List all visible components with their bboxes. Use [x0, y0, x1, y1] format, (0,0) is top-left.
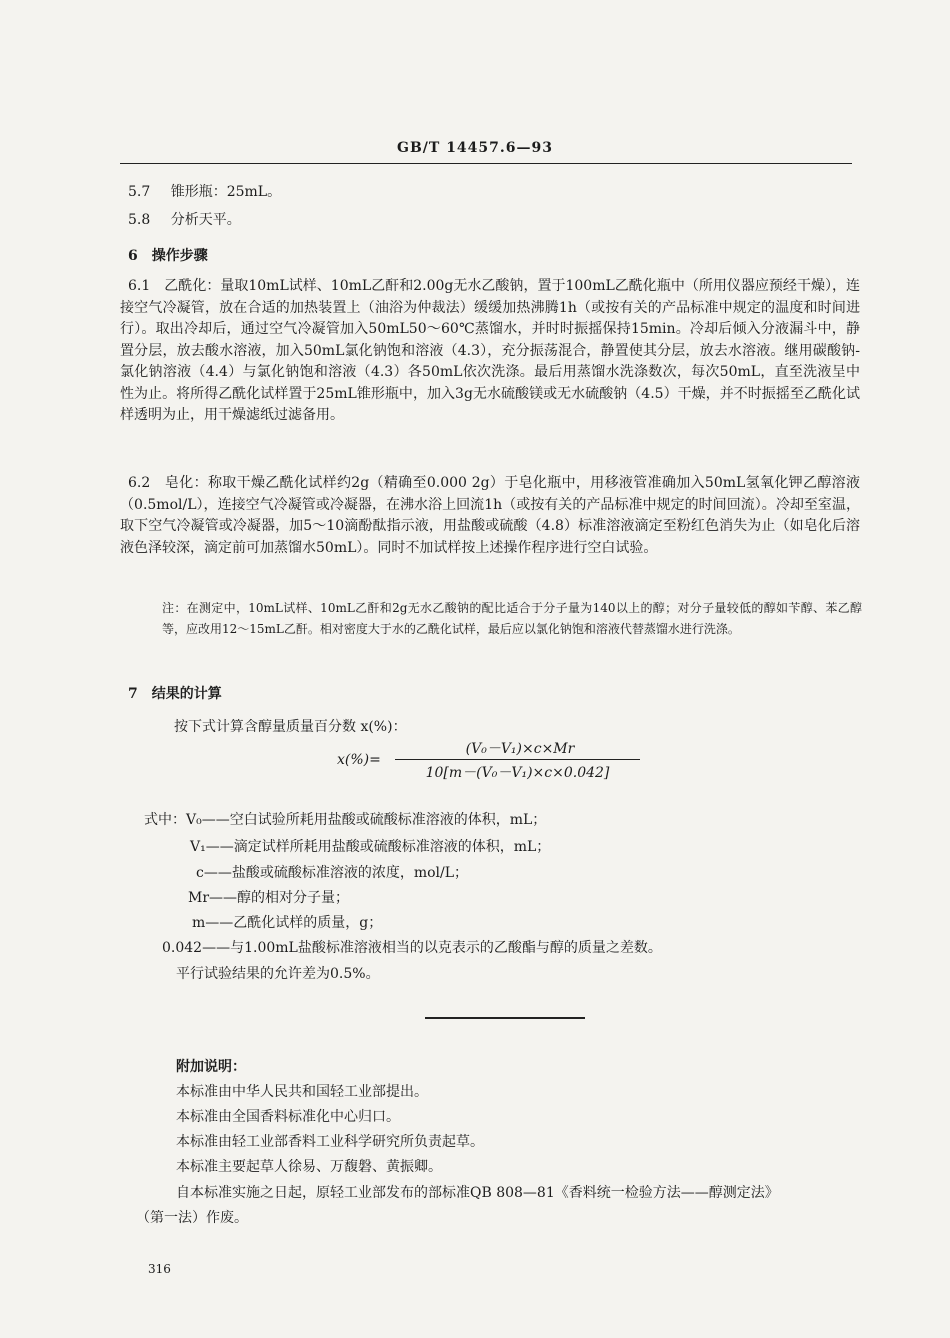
def-text: 空白试验所耗用盐酸或硫酸标准溶液的体积，mL； — [229, 812, 547, 828]
section-7-title: 7 结果的计算 — [128, 686, 222, 702]
fraction-bar — [395, 759, 640, 760]
section-6-title: 6 操作步骤 — [128, 248, 208, 264]
def-symbol: V₁—— — [190, 839, 234, 855]
formula-numerator: (V₀－V₁)×c×Mr — [465, 741, 575, 757]
def-text: 乙酰化试样的质量，g； — [233, 915, 383, 931]
page-number: 316 — [148, 1262, 171, 1276]
appendix-line: 本标准由全国香料标准化中心归口。 — [176, 1109, 400, 1125]
item-5-8 — [128, 209, 241, 229]
item-text: 分析天平。 — [170, 212, 241, 228]
appendix-line: 本标准由中华人民共和国轻工业部提出。 — [176, 1084, 428, 1100]
def-symbol: 0.042—— — [162, 940, 231, 956]
appendix-abolish-line2: （第一法）作废。 — [136, 1210, 248, 1226]
tolerance-text: 平行试验结果的允许差为0.5%。 — [176, 966, 380, 982]
paragraph-6-2: 6.2 皂化：称取干燥乙酰化试样约2g（精确至0.000 2g）于皂化瓶中，用移液管准确加入50mL氢氧化钾乙醇溶液（0.5mol/L），连接空气冷凝管或冷凝器，在沸水浴上回流1h（或按有关的产品标准中规定的时间回流）。冷却至室温，取下空气冷凝管或冷凝器，加5～10滴酚酞指示液，用盐酸或硫酸（4.8）标准溶液滴定至粉红色消失为止（如皂化后溶液色泽较深，滴定前可加蒸馏水50mL）。同时不加试样按上述操作程序进行空白试验。 — [120, 475, 860, 556]
standard-number-header: GB/T 14457.6—93 — [397, 140, 553, 156]
def-symbol: c—— — [196, 865, 232, 881]
appendix-line: 本标准主要起草人徐易、万馥磐、黄振卿。 — [176, 1159, 442, 1175]
appendix-abolish-line1: 自本标准实施之日起，原轻工业部发布的部标准QB 808—81《香料统一检验方法——醇测定法》 — [176, 1185, 779, 1201]
def-c — [196, 862, 468, 882]
item-text: 锥形瓶：25mL。 — [170, 184, 282, 200]
def-text: 醇的相对分子量； — [237, 890, 350, 906]
def-text: 与1.00mL盐酸标准溶液相当的以克表示的乙酸酯与醇的质量之差数。 — [230, 940, 662, 956]
def-v0 — [144, 809, 546, 829]
def-v1 — [190, 836, 550, 856]
appendix-title: 附加说明： — [176, 1059, 246, 1075]
def-0042 — [162, 937, 662, 957]
item-label: 5.7 — [128, 184, 151, 200]
note: 注：在测定中，10mL试样、10mL乙酐和2g无水乙酸钠的配比适合于分子量为140以上的醇；对分子量较低的醇如苄醇、苯乙醇等，应改用12～15mL乙酐。相对密度大于水的乙酰化试样，最后应以氯化钠饱和溶液代替蒸馏水进行洗涤。 — [162, 601, 862, 636]
def-mr — [188, 887, 349, 907]
paragraph-6-1: 6.1 乙酰化：量取10mL试样、10mL乙酐和2.00g无水乙酸钠，置于100mL乙酰化瓶中（所用仪器应预经干燥），连接空气冷凝管，放在合适的加热装置上（油浴为仲裁法）缓缓加热沸腾1h（或按有关的产品标准中规定的温度和时间进行）。取出冷却后，通过空气冷凝管加入50mL50～60℃蒸馏水，并时时振摇保持15min。冷却后倾入分液漏斗中，静置分层，放去酸水溶液，加入50mL氯化钠饱和溶液（4.3），充分振荡混合，静置使其分层，放去水溶液。继用碳酸钠-氯化钠溶液（4.4）与氯化钠饱和溶液（4.3）各50mL依次洗涤。最后用蒸馏水洗涤数次，每次50mL，直至洗液呈中性为止。将所得乙酰化试样置于25mL锥形瓶中，加入3g无水硫酸镁或无水硫酸钠（4.5）干燥，并不时振摇至乙酰化试样透明为止，用干燥滤纸过滤备用。 — [120, 278, 860, 423]
def-symbol: 式中：V₀—— — [144, 812, 230, 828]
formula-denominator: 10[m－(V₀－V₁)×c×0.042] — [425, 765, 610, 781]
item-label: 5.8 — [128, 212, 151, 228]
header-rule — [120, 163, 852, 164]
formula-intro: 按下式计算含醇量质量百分数 x(%)： — [174, 719, 407, 735]
def-symbol: Mr—— — [188, 890, 238, 906]
appendix-line: 本标准由轻工业部香料工业科学研究所负责起草。 — [176, 1134, 484, 1150]
item-5-7 — [128, 181, 281, 201]
formula-lhs: x(%)= — [337, 752, 381, 768]
def-m — [192, 912, 382, 932]
def-text: 滴定试样所耗用盐酸或硫酸标准溶液的体积，mL； — [233, 839, 551, 855]
def-text: 盐酸或硫酸标准溶液的浓度，mol/L； — [231, 865, 469, 881]
end-rule — [425, 1017, 585, 1019]
def-symbol: m—— — [192, 915, 234, 931]
